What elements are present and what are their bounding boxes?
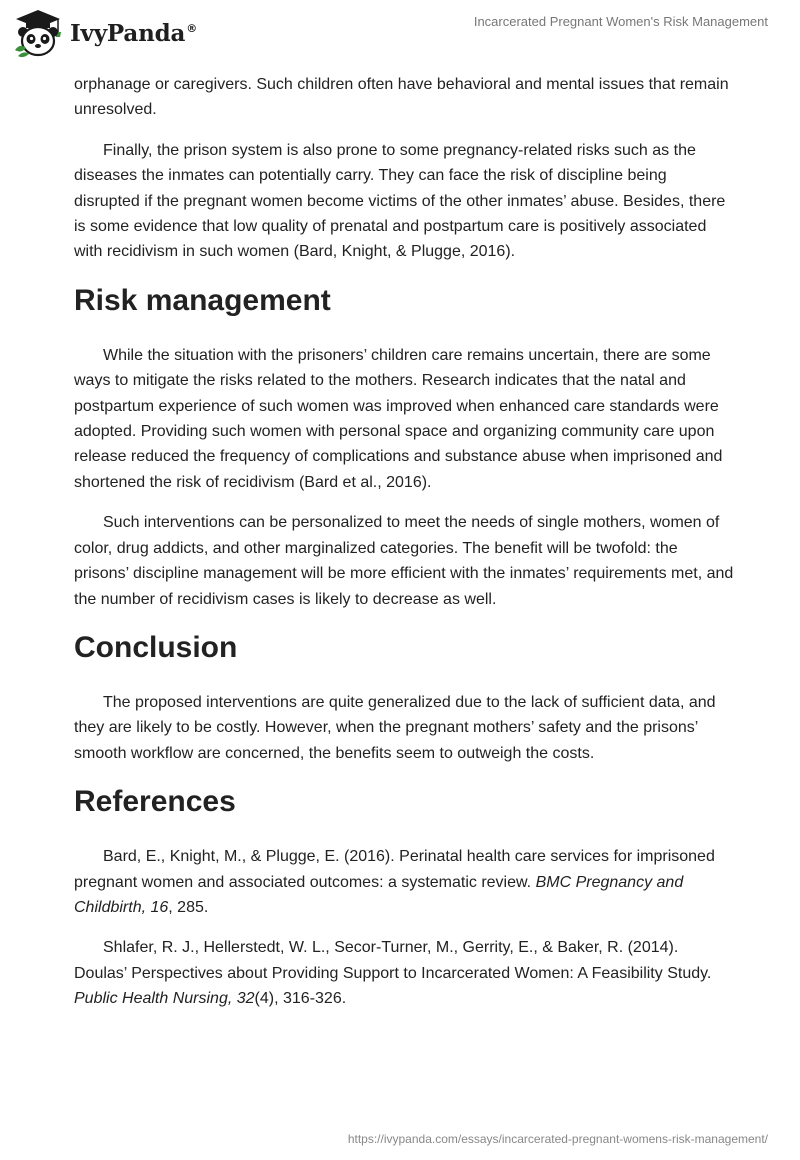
reference-pages: , 285. bbox=[168, 898, 209, 916]
heading-risk-management: Risk management bbox=[74, 283, 331, 317]
panda-graduate-icon bbox=[12, 8, 64, 58]
paragraph-risk-1: While the situation with the prisoners’ children care remains uncertain, there are some ways to mitigate the risks related to the mothers. Research indicates that the natal and postpartum experience of such women was improved when enhanced care standards were adopted. Providing such women with personal space and organizing community care upon release reduced the frequency of complications and substance abuse when imprisoned and shortened the risk of recidivism (Bard et al., 2016). bbox=[74, 346, 723, 491]
source-url[interactable]: https://ivypanda.com/essays/incarcerated-pregnant-womens-risk-management/ bbox=[347, 1132, 768, 1146]
page-header bbox=[0, 0, 800, 70]
reference-bard bbox=[74, 844, 734, 920]
paragraph-risk-2: Such interventions can be personalized to meet the needs of single mothers, women of color, drug addicts, and other marginalized categories. The benefit will be twofold: the prisons’ discipline management will be more efficient with the inmates’ requirements met, and the number of recidivism cases is likely to decrease as well. bbox=[74, 514, 734, 608]
reference-shlafer bbox=[74, 935, 734, 1011]
reference-text: Bard, E., Knight, M., & Plugge, E. (2016). Perinatal health care services for imprisoned pregnant women and associated outcomes: a systematic review. bbox=[74, 848, 715, 891]
reference-text: Shlafer, R. J., Hellerstedt, W. L., Secor-Turner, M., Gerrity, E., & Baker, R. (2014). Doulas’ Perspectives about Providing Support to Incarcerated Women: A Feasibility Study. bbox=[74, 939, 712, 982]
ivypanda-logo[interactable] bbox=[12, 8, 197, 58]
reference-journal: BMC Pregnancy and Childbirth, 16 bbox=[74, 873, 684, 916]
reference-journal: Public Health Nursing, 32 bbox=[74, 990, 255, 1008]
heading-conclusion: Conclusion bbox=[74, 630, 238, 664]
paragraph-conclusion: The proposed interventions are quite generalized due to the lack of sufficient data, and they are likely to be costly. However, when the pregnant mothers’ safety and the prisons’ smooth workflow are concerned, the benefits seem to outweigh the costs. bbox=[74, 693, 716, 762]
paragraph-intro-tail: orphanage or caregivers. Such children often have behavioral and mental issues that remain unresolved. bbox=[74, 76, 729, 119]
paragraph-finally: Finally, the prison system is also prone to some pregnancy-related risks such as the diseases the inmates can potentially carry. They can face the risk of discipline being disrupted if the pregnant women become victims of the other inmates’ abuse. Besides, there is some evidence that low quality of prenatal and postpartum care is positively associated with recidivism in such women (Bard, Knight, & Plugge, 2016). bbox=[74, 141, 726, 261]
heading-references: References bbox=[74, 785, 236, 819]
document-title: Incarcerated Pregnant Women's Risk Management bbox=[473, 14, 768, 29]
registered-mark: ® bbox=[186, 21, 197, 35]
reference-pages: (4), 316-326. bbox=[254, 990, 347, 1008]
essay-body bbox=[74, 72, 734, 1027]
brand-name: IvyPanda® bbox=[70, 19, 197, 47]
